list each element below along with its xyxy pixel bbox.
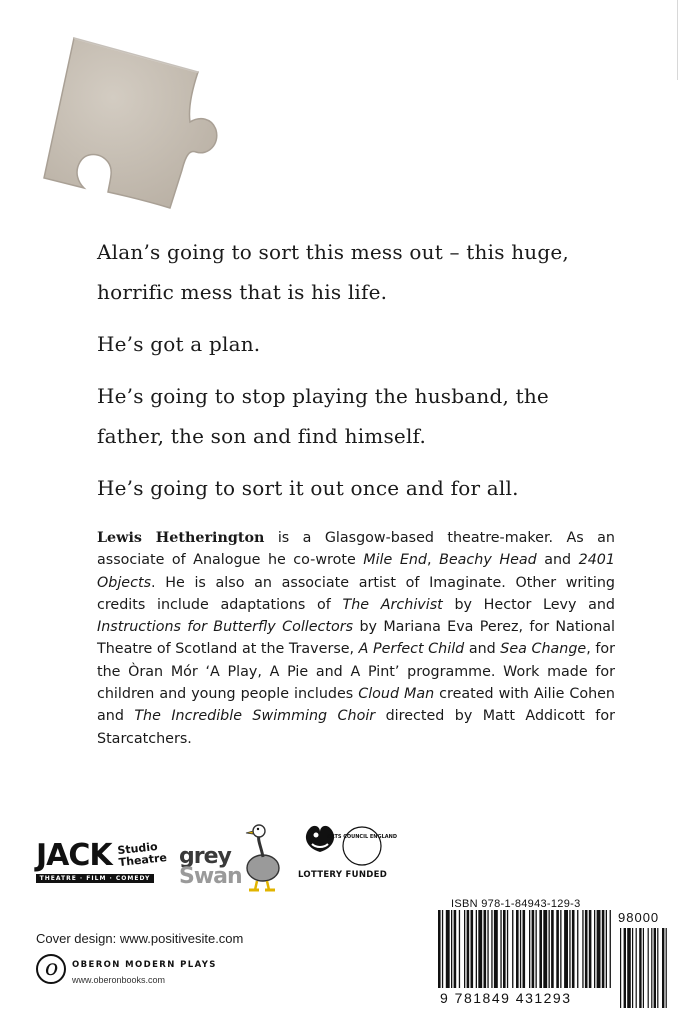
oberon-logo	[36, 954, 276, 994]
grey-swan-logo-swan: Swan	[179, 864, 242, 889]
blurb	[97, 232, 617, 520]
work-title: A Perfect Child	[358, 641, 465, 658]
barcode-bar	[476, 910, 477, 988]
blurb-paragraph-1: Alan’s going to sort this mess out – this huge, horrific mess that is his life.	[97, 240, 569, 304]
barcode-bar	[454, 910, 457, 988]
bio-text: , for the Òran Mór ‘A Play, A Pie and A Pint’ programme. Work made for children and young people includes	[97, 641, 615, 703]
edge-line	[677, 0, 678, 80]
sponsor-logos	[36, 822, 396, 892]
barcode-bar	[467, 910, 470, 988]
barcode-bar	[516, 910, 519, 988]
barcode-bar	[500, 910, 501, 988]
blurb-paragraph-4: He’s going to sort it out once and for all.	[97, 476, 519, 500]
barcode-bar	[507, 910, 508, 988]
arts-council-ring-text: ARTS COUNCIL ENGLAND	[327, 834, 397, 840]
grey-swan-logo-grey: grey	[179, 844, 231, 869]
barcode-bar	[589, 910, 592, 988]
barcode-addon-bar	[636, 928, 637, 1008]
arts-council-emblem-icon	[298, 822, 397, 868]
work-title: Sea Change	[500, 641, 587, 658]
barcode-addon-digits: 98000	[618, 910, 660, 925]
barcode-bar	[487, 910, 488, 988]
publisher-name: OBERON MODERN PLAYS	[72, 960, 217, 970]
bio-text: by Hector Levy and	[442, 596, 615, 613]
barcode-addon-bar	[662, 928, 664, 1008]
barcode-bar	[602, 910, 605, 988]
author-name: Lewis Hetherington	[97, 530, 265, 546]
barcode-bar	[606, 910, 607, 988]
barcode-bar	[438, 910, 441, 988]
arts-council-logo	[298, 822, 397, 892]
swan-icon	[233, 824, 285, 894]
work-title: Instructions for Butterfly Collectors	[97, 619, 354, 636]
barcode-ean-digits: 9 781849 431293	[440, 990, 572, 1006]
barcode-bar	[564, 910, 568, 988]
cover-design-credit: Cover design: www.positivesite.com	[36, 931, 244, 946]
work-title: 2401 Objects	[97, 552, 615, 591]
barcode-bar	[491, 910, 492, 988]
puzzle-piece-image	[30, 30, 220, 220]
barcode-addon-bar	[639, 928, 641, 1008]
barcode-addon-bar	[627, 928, 631, 1008]
bio-text: . He is also an associate artist of Imaginate. Other writing credits include adaptations of	[97, 574, 615, 613]
barcode-bar	[549, 910, 550, 988]
barcode-bar	[503, 910, 506, 988]
barcode-bar	[597, 910, 601, 988]
barcode-addon-bar	[666, 928, 667, 1008]
barcode-bar	[594, 910, 595, 988]
barcode-bar	[610, 910, 611, 988]
work-title: Beachy Head	[439, 552, 537, 569]
work-title: The Archivist	[342, 596, 443, 613]
barcode-bar	[459, 910, 460, 988]
jack-logo-studio: Studio Theatre	[116, 840, 168, 870]
blurb-paragraph-3: He’s going to stop playing the husband, the father, the son and find himself.	[97, 384, 549, 448]
grey-swan-logo	[179, 824, 279, 894]
barcode-addon-bar	[651, 928, 652, 1008]
oberon-mark-icon	[36, 954, 66, 984]
barcode-addon-bar	[657, 928, 658, 1008]
barcode-bar	[478, 910, 482, 988]
barcode-bar	[529, 910, 530, 988]
barcode-bar	[543, 910, 547, 988]
barcode-bar	[464, 910, 465, 988]
work-title: Cloud Man	[358, 686, 435, 703]
work-title: The Incredible Swimming Choir	[134, 708, 376, 725]
barcode-addon-bar	[643, 928, 644, 1008]
barcode-bar	[539, 910, 542, 988]
barcode-bar	[484, 910, 487, 988]
bio-text: is a Glasgow-based theatre-maker. As an associate of Analogue he co-wrote	[97, 530, 615, 569]
barcode-bar	[569, 910, 570, 988]
barcode-bar	[577, 910, 578, 988]
barcode-bar	[451, 910, 452, 988]
bio-text: directed by Matt Addicott for Starcatchers.	[97, 708, 615, 747]
barcode-bar	[551, 910, 554, 988]
barcode-bar	[532, 910, 535, 988]
barcode-bar	[512, 910, 513, 988]
barcode-bar	[471, 910, 474, 988]
lottery-funded-label: LOTTERY FUNDED	[298, 870, 388, 880]
barcode-bar	[582, 910, 583, 988]
blurb-paragraph-2: He’s got a plan.	[97, 332, 261, 356]
bio-text: ,	[427, 552, 440, 569]
jack-studio-theatre-logo	[36, 838, 168, 886]
bio-text: created with Ailie Cohen and	[97, 686, 615, 725]
bio-text: and	[464, 641, 501, 658]
barcode-bar	[536, 910, 537, 988]
barcode-bar	[442, 910, 443, 988]
barcode-addon-bar	[632, 928, 633, 1008]
oberon-mark: o	[45, 956, 59, 981]
author-bio	[97, 527, 615, 750]
barcode-addon-bar	[620, 928, 621, 1008]
barcode-bar	[494, 910, 498, 988]
barcode-bar	[560, 910, 561, 988]
jack-logo-text: JACK	[36, 838, 112, 873]
publisher-url: www.oberonbooks.com	[72, 975, 166, 985]
barcode-bar	[523, 910, 526, 988]
bio-text: by Mariana Eva Perez, for National Theatre of Scotland at the Traverse,	[97, 619, 615, 658]
barcode-bar	[520, 910, 521, 988]
barcode-bar	[585, 910, 588, 988]
barcode-bar	[572, 910, 575, 988]
barcode-addon-bar	[654, 928, 656, 1008]
isbn-label: ISBN 978-1-84943-129-3	[451, 898, 581, 910]
barcode-addon-bar	[648, 928, 649, 1008]
bio-text: and	[536, 552, 579, 569]
jack-logo-bar: THEATRE · FILM · COMEDY	[36, 874, 154, 883]
work-title: Mile End	[363, 552, 427, 569]
barcode-addon-bar	[624, 928, 626, 1008]
barcode-bar	[556, 910, 559, 988]
barcode-bar	[446, 910, 450, 988]
